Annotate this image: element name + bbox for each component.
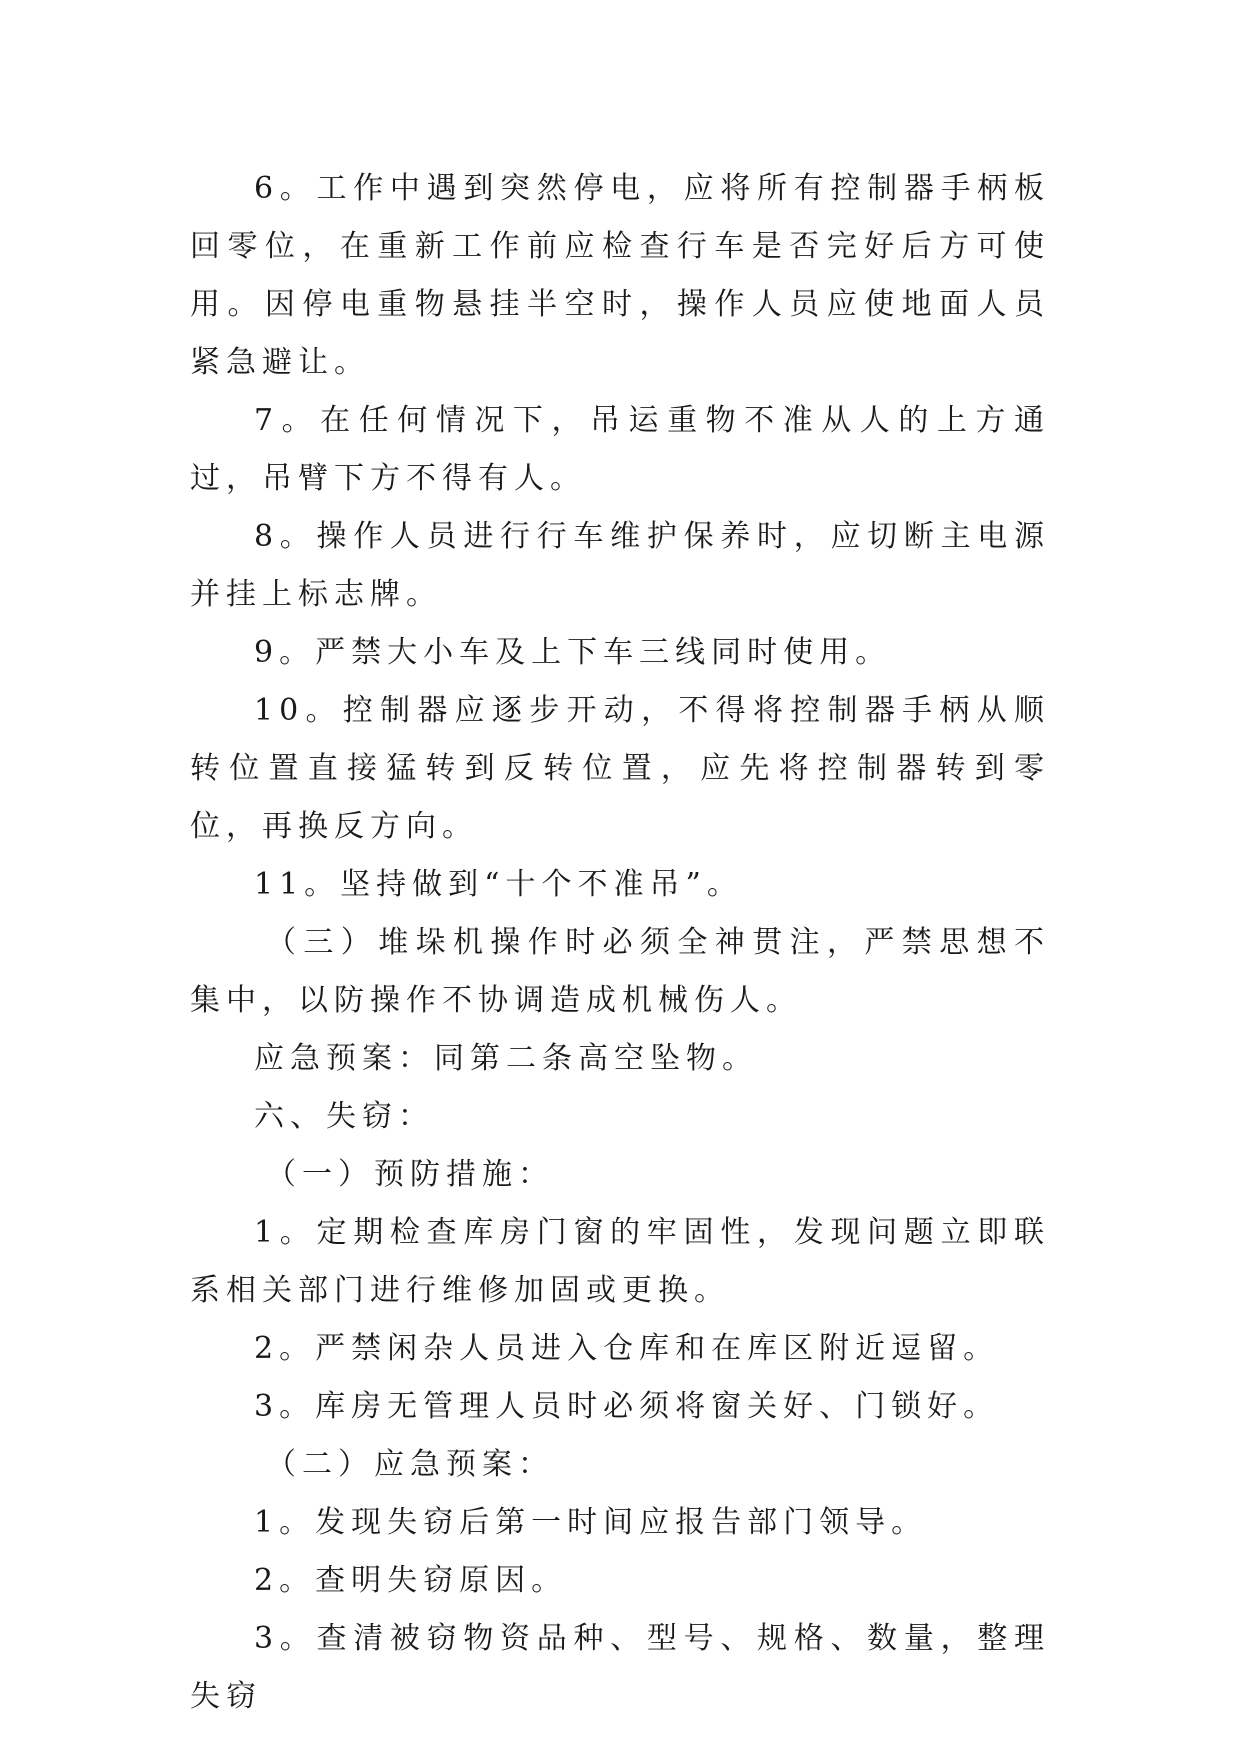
paragraph-controller: 10。控制器应逐步开动，不得将控制器手柄从顺转位置直接猛转到反转位置，应先将控制器转到零位，再换反方向。	[190, 693, 1050, 844]
paragraph-maintenance: 8。操作人员进行行车维护保养时，应切断主电源并挂上标志牌。	[190, 519, 1050, 612]
paragraph-three-lines: 9。严禁大小车及上下车三线同时使用。	[254, 635, 892, 670]
paragraph-ten-rules: 11。坚持做到“十个不准吊”。	[254, 867, 743, 902]
paragraph-no-idle-persons: 2。严禁闲杂人员进入仓库和在库区附近逗留。	[254, 1331, 1000, 1366]
section-heading-theft: 六、失窃：	[254, 1099, 434, 1134]
paragraph-power-outage: 6。工作中遇到突然停电，应将所有控制器手柄板回零位，在重新工作前应检查行车是否完好后方可使用。因停电重物悬挂半空时，操作人员应使地面人员紧急避让。	[190, 171, 1050, 380]
paragraph-no-passing-over-people: 7。在任何情况下，吊运重物不准从人的上方通过，吊臂下方不得有人。	[190, 403, 1050, 496]
document-body	[190, 160, 1050, 1726]
paragraph-report-leader: 1。发现失窃后第一时间应报告部门领导。	[254, 1505, 928, 1540]
subsection-heading-emergency: （二）应急预案：	[266, 1447, 554, 1482]
paragraph-stacker-section: （三）堆垛机操作时必须全神贯注，严禁思想不集中，以防操作不协调造成机械伤人。	[190, 925, 1050, 1018]
paragraph-inventory-loss: 3。查清被窃物资品种、型号、规格、数量，整理失窃	[190, 1621, 1050, 1714]
subsection-heading-prevention: （一）预防措施：	[266, 1157, 554, 1192]
paragraph-emergency-plan-ref: 应急预案：同第二条高空坠物。	[254, 1041, 758, 1076]
paragraph-check-doors-windows: 1。定期检查库房门窗的牢固性，发现问题立即联系相关部门进行维修加固或更换。	[190, 1215, 1050, 1308]
paragraph-lock-up: 3。库房无管理人员时必须将窗关好、门锁好。	[254, 1389, 1000, 1424]
paragraph-find-cause: 2。查明失窃原因。	[254, 1563, 568, 1598]
